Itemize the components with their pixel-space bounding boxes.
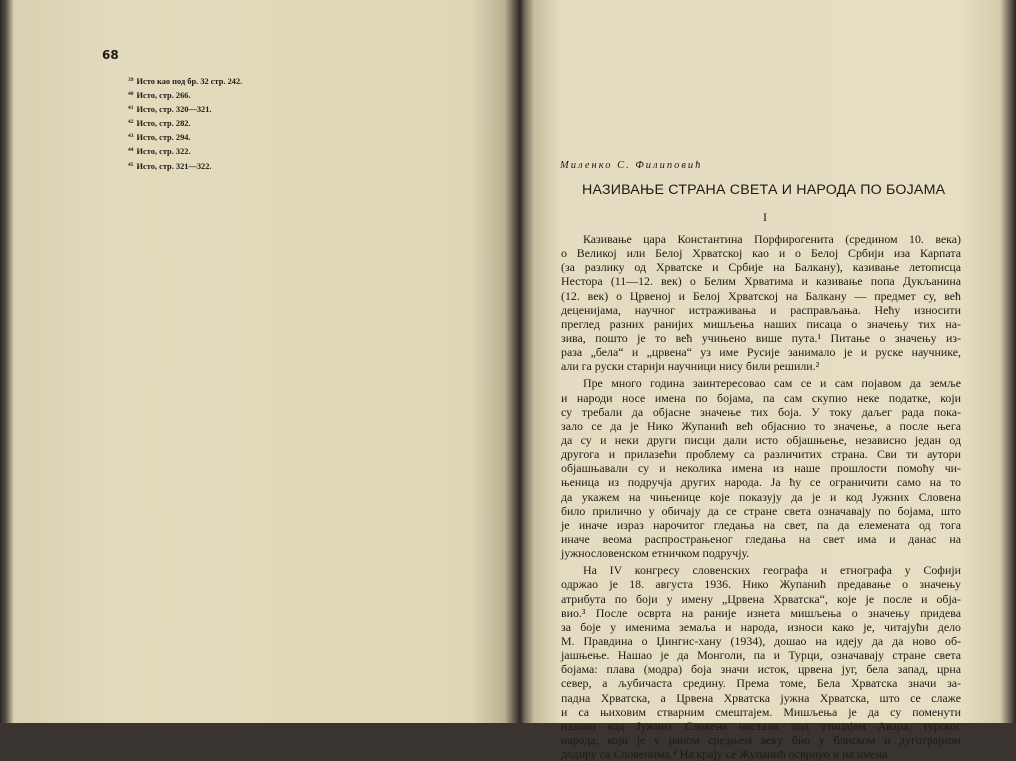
text-line: јужнословенском етничком подручју.: [561, 546, 750, 561]
text-line: било прилично у обичају да се стране света означавају по бојама, што: [561, 503, 961, 518]
text-line: називи код Јужних Словена настали под утицајем Авара, турског: [561, 718, 961, 733]
text-line: (12. век) о Црвеној и Белој Хрватској на Балкану — предмет су, већ: [561, 288, 961, 303]
footnote-item: [128, 102, 242, 116]
text-line: да укажем на чињенице које показују да је и код Јужних Словена: [561, 489, 961, 504]
footnote-text: Исто, стр. 282.: [136, 119, 191, 129]
text-line: и са њиховим стварним смештајем. Мишљења је да су поменути: [561, 704, 961, 719]
article-title: НАЗИВАЊЕ СТРАНА СВЕТА И НАРОДА ПО БОЈАМА: [582, 182, 946, 198]
text-line: и народи носе имена по бојама, па сам скупио неке податке, који: [561, 390, 961, 405]
footnote-text: Исто, стр. 294.: [136, 133, 191, 143]
text-line: бојама: плава (модра) боја значи исток, црвена југ, бела запад, црна: [561, 662, 961, 677]
footnote-item: [128, 74, 242, 88]
text-line: деценијама, научног истраживања и расправљања. Нећу износити: [561, 302, 961, 317]
text-line: за боје у именима земаља и народа, износи како је, читајући дело: [561, 619, 961, 634]
text-line: да су и неки други писци дали исто објашњење, независно један од: [561, 432, 961, 447]
left-page: [14, 6, 508, 716]
text-line: На IV конгресу словенских географа и етнографа у Софији: [583, 563, 961, 578]
footnote-item: [128, 159, 242, 173]
footnote-number: 40: [128, 91, 134, 98]
text-line: зало се да је Нико Жупанић већ објаснио то значење, а после њега: [561, 418, 961, 433]
paragraph: [561, 376, 961, 560]
footnote-text: Исто, стр. 266.: [136, 91, 191, 101]
footnote-item: [128, 116, 242, 130]
text-line: њеница из подручја других народа. Ја ћу се ограничити само на то: [561, 475, 961, 490]
text-line: је иначе израз нарочитог гледања на свет, па да елемената од тога: [561, 517, 961, 532]
text-line: иначе веома распрострањеног гледања на свет има и данас на: [561, 531, 961, 546]
right-page: [526, 6, 1004, 761]
paragraph: [561, 232, 961, 373]
footnote-text: Исто као под бр. 32 стр. 242.: [136, 77, 243, 86]
footnote-number: 41: [128, 105, 134, 112]
text-line: су требали да објасне значење тих боја. У току даљег рада пока-: [561, 404, 961, 419]
text-line: вио.³ После осврта на раније изнета мишљења о значењу придева: [561, 605, 961, 620]
footnotes-list: [128, 74, 242, 173]
paragraph: [561, 563, 961, 761]
section-number: I: [763, 210, 767, 224]
footnote-number: 44: [128, 147, 134, 154]
page-number: 68: [102, 48, 119, 62]
text-line: падна Хрватска, а Црвена Хрватска јужна Хрватска, што се слаже: [561, 690, 961, 705]
text-line: Нестора (11—12. век) о Белим Хрватима и казивање попа Дукљанина: [561, 274, 961, 289]
text-line: јашњење. Нашао је да Монголи, па и Турци, означавају стране света: [561, 648, 961, 663]
footnote-text: Исто, стр. 322.: [136, 147, 191, 157]
footnote-number: 45: [128, 161, 134, 168]
footnote-number: 43: [128, 133, 134, 140]
text-line: Пре много година заинтересовао сам се и сам појавом да земље: [583, 376, 961, 391]
text-line: раза „бела“ и „црвена“ уз име Русије занимало је и руске научнике,: [561, 345, 961, 360]
text-line: о Великој или Белој Хрватској као и о Белој Србији иза Карпата: [561, 246, 961, 261]
article-body: [561, 232, 961, 761]
text-line: одржао је 18. августа 1936. Нико Жупанић предавање о значењу: [561, 577, 961, 592]
footnote-number: 42: [128, 119, 134, 126]
footnote-number: 39: [128, 77, 134, 83]
text-line: Казивање цара Константина Порфирогенита (средином 10. века): [583, 232, 961, 246]
text-line: М. Правдина о Џингис-хану (1934), дошао на идеју да да ново об-: [561, 633, 961, 648]
text-line: (за разлику од Хрватске и Србије на Балкану), казивање летописца: [561, 260, 961, 275]
footnote-text: Исто, стр. 320—321.: [136, 105, 212, 115]
text-line: север, а љубичаста средину. Према томе, Бела Хрватска значи за-: [561, 676, 961, 691]
text-line: преглед разних ранијих мишљења наших писаца о значењу тих на-: [561, 316, 961, 331]
text-line: зива, пошто је то већ учињено више пута.¹ Питање о значењу из-: [561, 330, 961, 345]
footnote-text: Исто, стр. 321—322.: [136, 161, 212, 171]
text-line: објашњавали су и неколика имена из наше прошлости помоћу чи-: [561, 461, 961, 476]
text-line: атрибута по боји у имену „Црвена Хрватска“, које је после и обја-: [561, 591, 961, 606]
text-line: додиру са Словенима.⁴ На крају се Жупанић осврнуо и на имена: [561, 747, 888, 761]
text-line: али га руски старији научници нису били решили.²: [561, 359, 820, 374]
footnote-item: [128, 130, 242, 144]
footnote-item: [128, 144, 242, 158]
article-author: Миленко С. Филиповић: [560, 160, 703, 171]
footnote-item: [128, 88, 242, 102]
text-line: народа, који је у раном средњем веку био у блиском и дуготрајном: [561, 732, 961, 747]
text-line: другога и прилазећи проблему са различитих страна. Сви ти аутори: [561, 447, 961, 462]
